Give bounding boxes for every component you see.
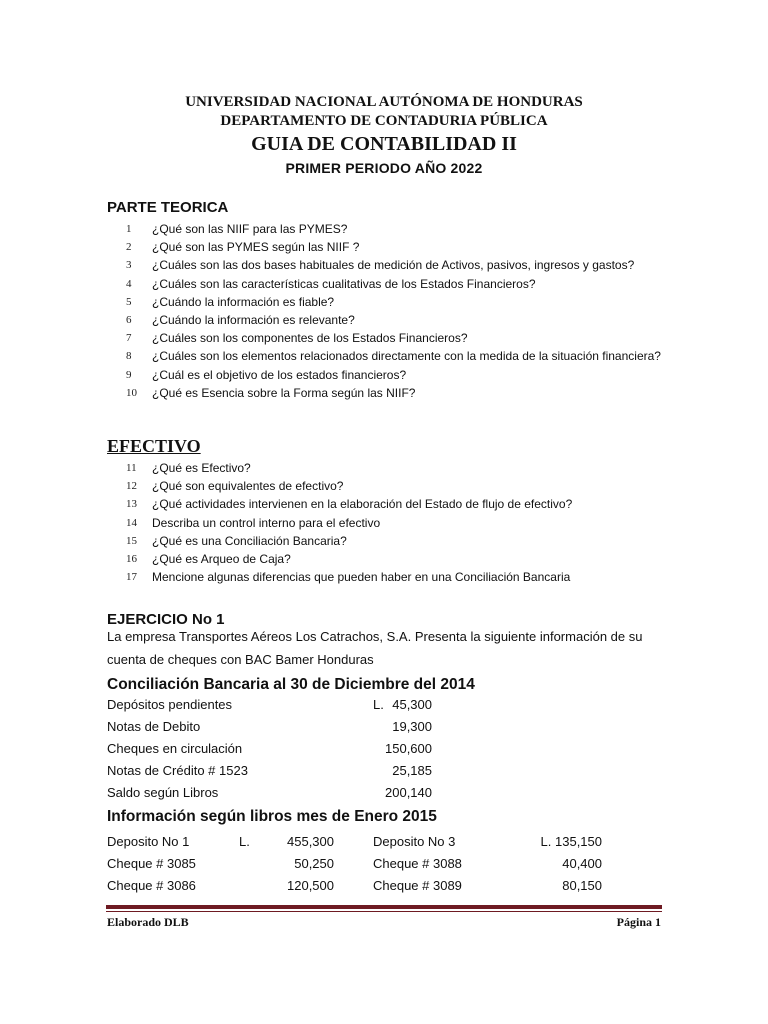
row-label: Cheques en circulación xyxy=(107,741,243,756)
list-item xyxy=(126,495,662,513)
table-row xyxy=(107,785,432,807)
row-label: Depósitos pendientes xyxy=(107,697,233,712)
question-text: ¿Qué es Esencia sobre la Forma según las NIIF? xyxy=(152,385,416,400)
efectivo-title: EFECTIVO xyxy=(107,436,201,456)
list-item xyxy=(126,514,662,532)
question-number: 3 xyxy=(126,259,132,272)
table-row xyxy=(107,719,432,741)
left-value: 455,300 xyxy=(287,834,334,849)
table-row xyxy=(107,763,432,785)
left-currency: L. xyxy=(239,834,250,849)
question-number: 5 xyxy=(126,295,132,308)
question-number: 9 xyxy=(126,368,132,381)
right-value: L. 135,150 xyxy=(540,834,602,849)
row-label: Notas de Crédito # 1523 xyxy=(107,763,248,778)
question-number: 17 xyxy=(126,571,137,584)
question-text: ¿Cuándo la información es fiable? xyxy=(152,294,335,309)
question-text: Describa un control interno para el efectivo xyxy=(152,515,381,530)
list-item xyxy=(126,366,662,384)
row-label: Notas de Debito xyxy=(107,719,201,734)
list-item xyxy=(126,384,662,402)
question-number: 11 xyxy=(126,462,137,474)
ejercicio-intro: La empresa Transportes Aéreos Los Catrachos, S.A. Presenta la siguiente información de su cuenta de cheques con BAC Bamer Honduras xyxy=(107,629,643,667)
question-text: Mencione algunas diferencias que pueden haber en una Conciliación Bancaria xyxy=(152,570,571,585)
libros-title: Información según libros mes de Enero 2015 xyxy=(107,808,437,825)
guide-title: GUIA DE CONTABILIDAD II xyxy=(251,133,517,155)
right-label: Cheque # 3088 xyxy=(373,856,462,871)
list-item xyxy=(126,293,662,311)
table-row xyxy=(107,834,607,856)
libros-table xyxy=(107,834,607,900)
left-label: Cheque # 3085 xyxy=(107,856,196,871)
list-item xyxy=(126,477,662,495)
footer-author: Elaborado DLB xyxy=(107,915,189,929)
question-number: 2 xyxy=(126,241,132,254)
question-number: 14 xyxy=(126,516,137,529)
parte-teorica-title: PARTE TEORICA xyxy=(107,199,229,216)
period-title: PRIMER PERIODO AÑO 2022 xyxy=(285,160,483,176)
question-text: ¿Cuáles son las dos bases habituales de medición de Activos, pasivos, ingresos y gastos? xyxy=(152,258,635,273)
list-item xyxy=(126,459,662,477)
question-text: ¿Qué son las PYMES según las NIIF ? xyxy=(152,240,360,255)
list-item xyxy=(126,568,662,586)
question-number: 1 xyxy=(126,223,132,235)
department-name: DEPARTAMENTO DE CONTADURIA PÚBLICA xyxy=(220,113,548,129)
footer-divider-thin xyxy=(106,911,662,912)
question-text: ¿Qué son equivalentes de efectivo? xyxy=(152,479,344,494)
row-currency: L. xyxy=(373,697,384,712)
list-item xyxy=(126,238,662,256)
question-text: ¿Qué son las NIIF para las PYMES? xyxy=(152,222,348,236)
row-value: 150,600 xyxy=(385,741,432,756)
list-item xyxy=(126,256,662,274)
list-item xyxy=(126,532,662,550)
question-text: ¿Cuáles son las características cualitativas de los Estados Financieros? xyxy=(152,276,536,291)
question-number: 12 xyxy=(126,480,137,493)
question-number: 16 xyxy=(126,553,137,566)
left-label: Cheque # 3086 xyxy=(107,878,196,893)
question-number: 4 xyxy=(126,277,132,290)
left-value: 50,250 xyxy=(294,856,334,871)
list-item xyxy=(126,275,662,293)
question-text: ¿Cuáles son los componentes de los Estados Financieros? xyxy=(152,331,468,346)
right-value: 80,150 xyxy=(562,878,602,893)
parte-teorica-list xyxy=(126,220,662,402)
table-row xyxy=(107,856,607,878)
question-text: ¿Qué es una Conciliación Bancaria? xyxy=(152,533,347,548)
table-row xyxy=(107,878,607,900)
right-label: Cheque # 3089 xyxy=(373,878,462,893)
university-name: UNIVERSIDAD NACIONAL AUTÓNOMA DE HONDURAS xyxy=(185,94,583,110)
list-item xyxy=(126,347,662,365)
right-value: 40,400 xyxy=(562,856,602,871)
question-number: 13 xyxy=(126,498,137,511)
list-item xyxy=(126,329,662,347)
question-text: ¿Qué es Efectivo? xyxy=(152,461,251,475)
question-number: 8 xyxy=(126,350,132,363)
efectivo-list xyxy=(126,459,662,586)
ejercicio-title: EJERCICIO No 1 xyxy=(107,611,225,628)
row-value: 25,185 xyxy=(392,763,432,778)
right-label: Deposito No 3 xyxy=(373,834,456,849)
conciliacion-title: Conciliación Bancaria al 30 de Diciembre del 2014 xyxy=(107,676,475,693)
question-number: 7 xyxy=(126,332,132,345)
row-value: 19,300 xyxy=(392,719,432,734)
left-label: Deposito No 1 xyxy=(107,834,190,849)
table-row xyxy=(107,741,432,763)
list-item xyxy=(126,220,662,238)
question-text: ¿Qué es Arqueo de Caja? xyxy=(152,552,291,567)
question-text: ¿Cuál es el objetivo de los estados financieros? xyxy=(152,367,407,382)
conciliacion-table xyxy=(107,697,432,807)
page-number: Página 1 xyxy=(616,915,661,929)
question-text: ¿Qué actividades intervienen en la elaboración del Estado de flujo de efectivo? xyxy=(152,497,573,512)
question-text: ¿Cuándo la información es relevante? xyxy=(152,313,355,328)
footer-divider xyxy=(106,905,662,909)
list-item xyxy=(126,311,662,329)
question-text: ¿Cuáles son los elementos relacionados directamente con la medida de la situación financiera? xyxy=(152,349,661,364)
row-value: 45,300 xyxy=(392,697,432,712)
question-number: 15 xyxy=(126,534,137,547)
row-value: 200,140 xyxy=(385,785,432,800)
table-row xyxy=(107,697,432,719)
list-item xyxy=(126,550,662,568)
question-number: 10 xyxy=(126,386,137,399)
left-value: 120,500 xyxy=(287,878,334,893)
row-label: Saldo según Libros xyxy=(107,785,219,800)
question-number: 6 xyxy=(126,314,132,327)
